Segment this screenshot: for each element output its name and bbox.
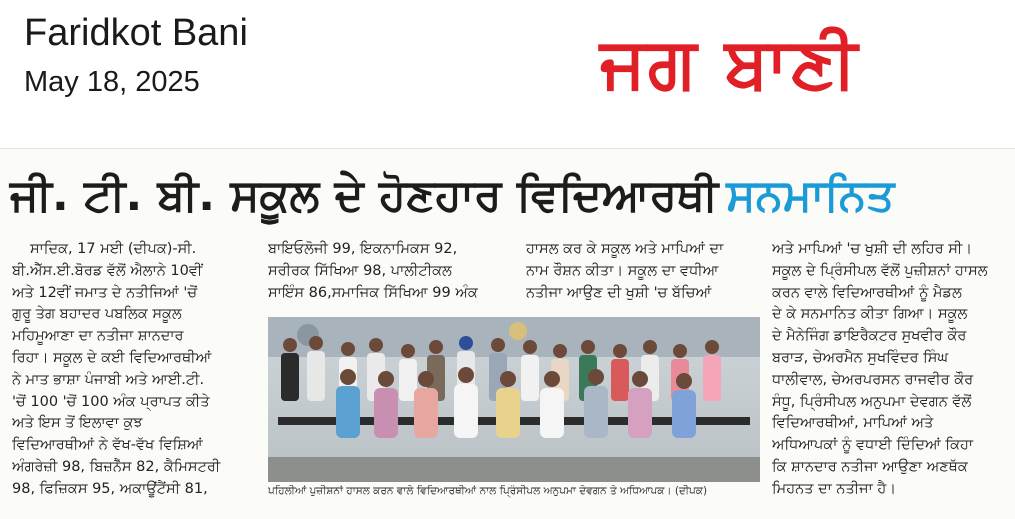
text-line: ਸਾਇੰਸ 86,ਸਮਾਜਿਕ ਸਿੱਖਿਆ 99 ਅੰਕ — [268, 284, 478, 301]
publication-name: Faridkot Bani — [24, 12, 248, 54]
group-photo — [268, 317, 760, 482]
article-column-4 — [772, 239, 1010, 501]
text-line: 'ਚੋਂ 100 'ਚੋਂ 100 ਅੰਕ ਪ੍ਰਾਪਤ ਕੀਤੇ — [12, 393, 210, 410]
text-line: ਕਿ ਸ਼ਾਨਦਾਰ ਨਤੀਜਾ ਆਉਣਾ ਅਣਥੱਕ — [772, 458, 968, 475]
text-line: 98, ਫਿਜ਼ਿਕਸ 95, ਅਕਾਊਂਟੈਂਸੀ 81, — [12, 480, 208, 497]
text-line: ਸਰੀਰਕ ਸਿੱਖਿਆ 98, ਪਾਲੀਟੀਕਲ — [268, 262, 452, 279]
text-line: ਅਤੇ ਮਾਪਿਆਂ 'ਚ ਖੁਸ਼ੀ ਦੀ ਲਹਿਰ ਸੀ। — [772, 241, 973, 257]
text-line: ਬਾਇਓਲੋਜੀ 99, ਇਕਨਾਮਿਕਸ 92, — [268, 241, 458, 257]
article-column-2 — [268, 239, 516, 304]
group-photo-illustration — [268, 317, 760, 482]
text-line: ਵਿਦਿਆਰਥੀਆਂ, ਮਾਪਿਆਂ ਅਤੇ — [772, 415, 934, 432]
newspaper-logo: ਜਗ ਬਾਣੀ — [600, 22, 860, 104]
text-line: ਗੁਰੂ ਤੇਗ ਬਹਾਦਰ ਪਬਲਿਕ ਸਕੂਲ — [12, 306, 182, 323]
headline-main: ਜੀ. ਟੀ. ਬੀ. ਸਕੂਲ ਦੇ ਹੋਣਹਾਰ ਵਿਦਿਆਰਥੀ — [10, 170, 719, 221]
text-line: ਹਾਸਲ ਕਰ ਕੇ ਸਕੂਲ ਅਤੇ ਮਾਪਿਆਂ ਦਾ — [526, 241, 724, 257]
text-line: ਦੇ ਕੇ ਸਨਮਾਨਿਤ ਕੀਤਾ ਗਿਆ। ਸਕੂਲ — [772, 306, 968, 323]
text-line: ਬਰਾੜ, ਚੇਅਰਮੈਨ ਸੁਖਵਿੰਦਰ ਸਿੰਘ — [772, 349, 949, 366]
text-line: ਦੇ ਮੈਨੇਜਿੰਗ ਡਾਇਰੈਕਟਰ ਸੁਖਵੀਰ ਕੌਰ — [772, 328, 967, 345]
article-clipping — [0, 148, 1015, 519]
headline-accent: ਸਨਮਾਨਿਤ — [726, 170, 895, 221]
text-line: ਰਿਹਾ। ਸਕੂਲ ਦੇ ਕਈ ਵਿਦਿਆਰਥੀਆਂ — [12, 349, 212, 366]
text-line: ਸਾਦਿਕ, 17 ਮਈ (ਦੀਪਕ)-ਸੀ. — [30, 241, 197, 257]
text-line: ਮਿਹਨਤ ਦਾ ਨਤੀਜਾ ਹੈ। — [772, 480, 897, 497]
text-line: ਧਾਲੀਵਾਲ, ਚੇਅਰਪਰਸਨ ਰਾਜਵੀਰ ਕੌਰ — [772, 371, 974, 388]
text-line: ਅਧਿਆਪਕਾਂ ਨੂੰ ਵਧਾਈ ਦਿੰਦਿਆਂ ਕਿਹਾ — [772, 437, 974, 454]
text-line: ਨਾਮ ਰੌਸ਼ਨ ਕੀਤਾ। ਸਕੂਲ ਦਾ ਵਧੀਆ — [526, 262, 719, 279]
text-line: ਅਤੇ ਇਸ ਤੋਂ ਇਲਾਵਾ ਕੁਝ — [12, 415, 143, 432]
text-line: ਕਰਨ ਵਾਲੇ ਵਿਦਿਆਰਥੀਆਂ ਨੂੰ ਮੈਡਲ — [772, 284, 962, 301]
text-line: ਸੰਧੂ, ਪ੍ਰਿੰਸੀਪਲ ਅਨੁਪਮਾ ਦੇਵਗਨ ਵੱਲੋਂ — [772, 393, 972, 410]
publication-date: May 18, 2025 — [24, 66, 200, 98]
text-line: ਨਤੀਜਾ ਆਉਣ ਦੀ ਖੁਸ਼ੀ 'ਚ ਬੱਚਿਆਂ — [526, 284, 712, 301]
text-line: ਵਿਦਿਆਰਥੀਆਂ ਨੇ ਵੱਖ-ਵੱਖ ਵਿਸ਼ਿਆਂ — [12, 437, 203, 454]
photo-caption: ਪਹਿਲੀਆਂ ਪੁਜ਼ੀਸ਼ਨਾਂ ਹਾਸਲ ਕਰਨ ਵਾਲੇ ਵਿਦਿਆਰਥੀਆਂ ਨਾਲ ਪ੍ਰਿੰਸੀਪਲ ਅਨੁਪਮਾ ਦੇਵਗਨ ਤੇ ਅਧਿਆਪਕ। (ਦੀਪਕ) — [268, 485, 708, 497]
article-column-3 — [526, 239, 762, 304]
text-line: ਅਤੇ 12ਵੀਂ ਜਮਾਤ ਦੇ ਨਤੀਜਿਆਂ 'ਚੋਂ — [12, 284, 198, 301]
masthead — [0, 0, 1015, 140]
text-line: ਮਹਿਮੂਆਣਾ ਦਾ ਨਤੀਜਾ ਸ਼ਾਨਦਾਰ — [12, 328, 184, 345]
text-line: ਬੀ.ਐੱਸ.ਈ.ਬੋਰਡ ਵੱਲੋਂ ਐਲਾਨੇ 10ਵੀਂ — [12, 262, 203, 279]
article-headline — [10, 169, 894, 223]
article-column-1 — [12, 239, 258, 501]
text-line: ਸਕੂਲ ਦੇ ਪ੍ਰਿੰਸੀਪਲ ਵੱਲੋਂ ਪੁਜ਼ੀਸ਼ਨਾਂ ਹਾਸਲ — [772, 262, 988, 279]
text-line: ਨੇ ਮਾਤ ਭਾਸ਼ਾ ਪੰਜਾਬੀ ਅਤੇ ਆਈ.ਟੀ. — [12, 371, 205, 388]
text-line: ਅੰਗਰੇਜ਼ੀ 98, ਬਿਜ਼ਨੈੱਸ 82, ਕੈਮਿਸਟਰੀ — [12, 458, 221, 475]
